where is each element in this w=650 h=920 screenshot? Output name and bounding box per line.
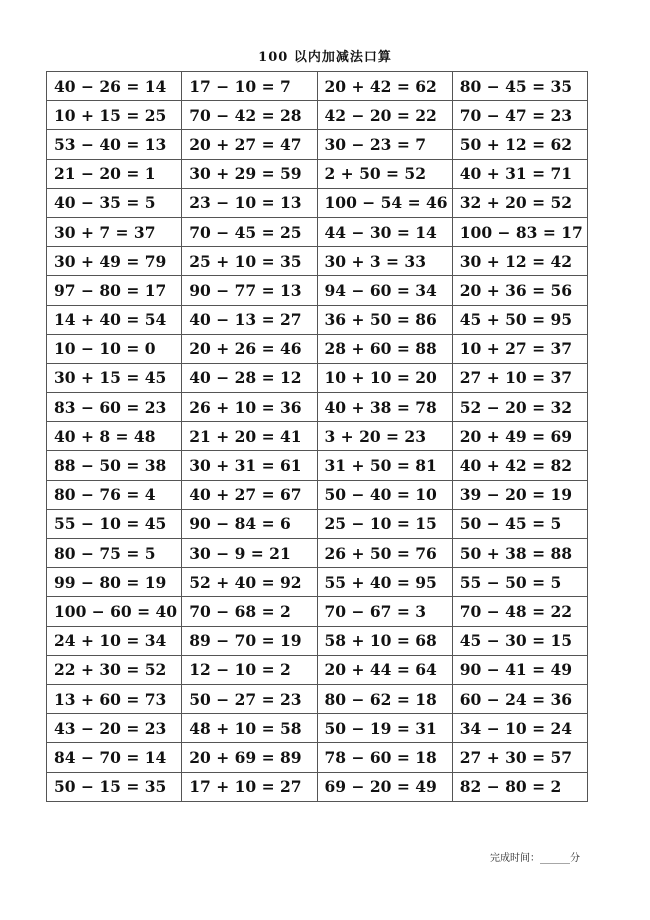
problem-cell: 50 − 27 = 23 [182, 684, 317, 713]
problem-cell: 40 − 35 = 5 [47, 188, 182, 217]
problem-cell: 10 + 27 = 37 [452, 334, 587, 363]
problem-cell: 45 − 30 = 15 [452, 626, 587, 655]
problem-cell: 27 + 10 = 37 [452, 363, 587, 392]
problem-row [47, 422, 588, 451]
problem-cell: 23 − 10 = 13 [182, 188, 317, 217]
problem-cell: 10 + 15 = 25 [47, 101, 182, 130]
problem-cell: 100 − 83 = 17 [452, 217, 587, 246]
problem-row [47, 539, 588, 568]
problem-cell: 40 + 31 = 71 [452, 159, 587, 188]
problem-cell: 40 − 26 = 14 [47, 72, 182, 101]
problem-cell: 70 − 68 = 2 [182, 597, 317, 626]
problem-cell: 27 + 30 = 57 [452, 743, 587, 772]
problem-row [47, 714, 588, 743]
problem-cell: 14 + 40 = 54 [47, 305, 182, 334]
problem-row [47, 188, 588, 217]
problem-cell: 80 − 76 = 4 [47, 480, 182, 509]
problem-cell: 70 − 48 = 22 [452, 597, 587, 626]
problem-cell: 21 − 20 = 1 [47, 159, 182, 188]
problem-cell: 10 − 10 = 0 [47, 334, 182, 363]
completion-time-label: 完成时间：______分 [490, 853, 580, 864]
problem-cell: 40 + 38 = 78 [317, 393, 452, 422]
problem-cell: 34 − 10 = 24 [452, 714, 587, 743]
problem-cell: 55 + 40 = 95 [317, 568, 452, 597]
problem-row [47, 305, 588, 334]
problem-row [47, 130, 588, 159]
problem-cell: 90 − 84 = 6 [182, 509, 317, 538]
problem-cell: 17 + 10 = 27 [182, 772, 317, 801]
problem-cell: 21 + 20 = 41 [182, 422, 317, 451]
problem-cell: 50 − 19 = 31 [317, 714, 452, 743]
arithmetic-table [46, 71, 588, 802]
problem-cell: 25 − 10 = 15 [317, 509, 452, 538]
problem-cell: 99 − 80 = 19 [47, 568, 182, 597]
problem-cell: 20 + 44 = 64 [317, 655, 452, 684]
problem-cell: 28 + 60 = 88 [317, 334, 452, 363]
problem-cell: 80 − 62 = 18 [317, 684, 452, 713]
problem-cell: 50 − 15 = 35 [47, 772, 182, 801]
page-title: 100 以内加减法口算 [258, 50, 392, 65]
problem-row [47, 451, 588, 480]
problem-cell: 20 + 27 = 47 [182, 130, 317, 159]
problem-cell: 88 − 50 = 38 [47, 451, 182, 480]
problem-row [47, 276, 588, 305]
problem-row [47, 247, 588, 276]
problem-cell: 53 − 40 = 13 [47, 130, 182, 159]
problem-row [47, 772, 588, 801]
problem-cell: 26 + 50 = 76 [317, 539, 452, 568]
problem-cell: 44 − 30 = 14 [317, 217, 452, 246]
problem-row [47, 597, 588, 626]
problem-cell: 50 + 38 = 88 [452, 539, 587, 568]
problem-row [47, 568, 588, 597]
problem-cell: 55 − 50 = 5 [452, 568, 587, 597]
problem-cell: 80 − 45 = 35 [452, 72, 587, 101]
problem-cell: 69 − 20 = 49 [317, 772, 452, 801]
problem-cell: 70 − 67 = 3 [317, 597, 452, 626]
problem-cell: 20 + 49 = 69 [452, 422, 587, 451]
problem-row [47, 72, 588, 101]
problem-cell: 20 + 42 = 62 [317, 72, 452, 101]
problem-cell: 42 − 20 = 22 [317, 101, 452, 130]
problem-cell: 30 − 9 = 21 [182, 539, 317, 568]
problem-cell: 30 + 15 = 45 [47, 363, 182, 392]
problem-cell: 43 − 20 = 23 [47, 714, 182, 743]
problem-cell: 60 − 24 = 36 [452, 684, 587, 713]
problem-cell: 30 + 12 = 42 [452, 247, 587, 276]
problem-row [47, 684, 588, 713]
problem-cell: 30 + 49 = 79 [47, 247, 182, 276]
problem-cell: 82 − 80 = 2 [452, 772, 587, 801]
problem-cell: 50 − 45 = 5 [452, 509, 587, 538]
problem-cell: 30 + 7 = 37 [47, 217, 182, 246]
problem-cell: 52 + 40 = 92 [182, 568, 317, 597]
problem-cell: 13 + 60 = 73 [47, 684, 182, 713]
problem-cell: 10 + 10 = 20 [317, 363, 452, 392]
problem-cell: 40 − 28 = 12 [182, 363, 317, 392]
problem-cell: 30 + 31 = 61 [182, 451, 317, 480]
problem-cell: 58 + 10 = 68 [317, 626, 452, 655]
problem-cell: 12 − 10 = 2 [182, 655, 317, 684]
problem-cell: 40 + 27 = 67 [182, 480, 317, 509]
problem-row [47, 363, 588, 392]
problem-cell: 80 − 75 = 5 [47, 539, 182, 568]
problem-cell: 24 + 10 = 34 [47, 626, 182, 655]
problem-cell: 36 + 50 = 86 [317, 305, 452, 334]
problem-row [47, 509, 588, 538]
problem-cell: 2 + 50 = 52 [317, 159, 452, 188]
problem-cell: 40 + 8 = 48 [47, 422, 182, 451]
problem-row [47, 655, 588, 684]
problem-cell: 83 − 60 = 23 [47, 393, 182, 422]
problem-cell: 3 + 20 = 23 [317, 422, 452, 451]
problem-row [47, 101, 588, 130]
problem-cell: 45 + 50 = 95 [452, 305, 587, 334]
problem-row [47, 159, 588, 188]
problem-cell: 40 + 42 = 82 [452, 451, 587, 480]
problem-cell: 100 − 60 = 40 [47, 597, 182, 626]
problem-cell: 50 − 40 = 10 [317, 480, 452, 509]
problem-row [47, 393, 588, 422]
problem-cell: 84 − 70 = 14 [47, 743, 182, 772]
problem-cell: 20 + 26 = 46 [182, 334, 317, 363]
problem-cell: 48 + 10 = 58 [182, 714, 317, 743]
problem-cell: 40 − 13 = 27 [182, 305, 317, 334]
problem-cell: 30 + 29 = 59 [182, 159, 317, 188]
problem-cell: 55 − 10 = 45 [47, 509, 182, 538]
problem-row [47, 217, 588, 246]
problem-cell: 90 − 77 = 13 [182, 276, 317, 305]
problem-cell: 22 + 30 = 52 [47, 655, 182, 684]
problem-cell: 20 + 69 = 89 [182, 743, 317, 772]
problem-cell: 97 − 80 = 17 [47, 276, 182, 305]
problem-cell: 39 − 20 = 19 [452, 480, 587, 509]
problem-cell: 26 + 10 = 36 [182, 393, 317, 422]
problem-cell: 31 + 50 = 81 [317, 451, 452, 480]
problem-row [47, 743, 588, 772]
problem-cell: 89 − 70 = 19 [182, 626, 317, 655]
problem-cell: 70 − 47 = 23 [452, 101, 587, 130]
problem-cell: 70 − 42 = 28 [182, 101, 317, 130]
problem-cell: 94 − 60 = 34 [317, 276, 452, 305]
problem-cell: 50 + 12 = 62 [452, 130, 587, 159]
problem-cell: 30 − 23 = 7 [317, 130, 452, 159]
problem-cell: 70 − 45 = 25 [182, 217, 317, 246]
problem-cell: 30 + 3 = 33 [317, 247, 452, 276]
problem-row [47, 626, 588, 655]
problem-cell: 78 − 60 = 18 [317, 743, 452, 772]
problem-row [47, 480, 588, 509]
problem-cell: 100 − 54 = 46 [317, 188, 452, 217]
problem-cell: 25 + 10 = 35 [182, 247, 317, 276]
problem-cell: 32 + 20 = 52 [452, 188, 587, 217]
problem-cell: 52 − 20 = 32 [452, 393, 587, 422]
problem-cell: 20 + 36 = 56 [452, 276, 587, 305]
problem-row [47, 334, 588, 363]
problem-cell: 17 − 10 = 7 [182, 72, 317, 101]
problem-cell: 90 − 41 = 49 [452, 655, 587, 684]
